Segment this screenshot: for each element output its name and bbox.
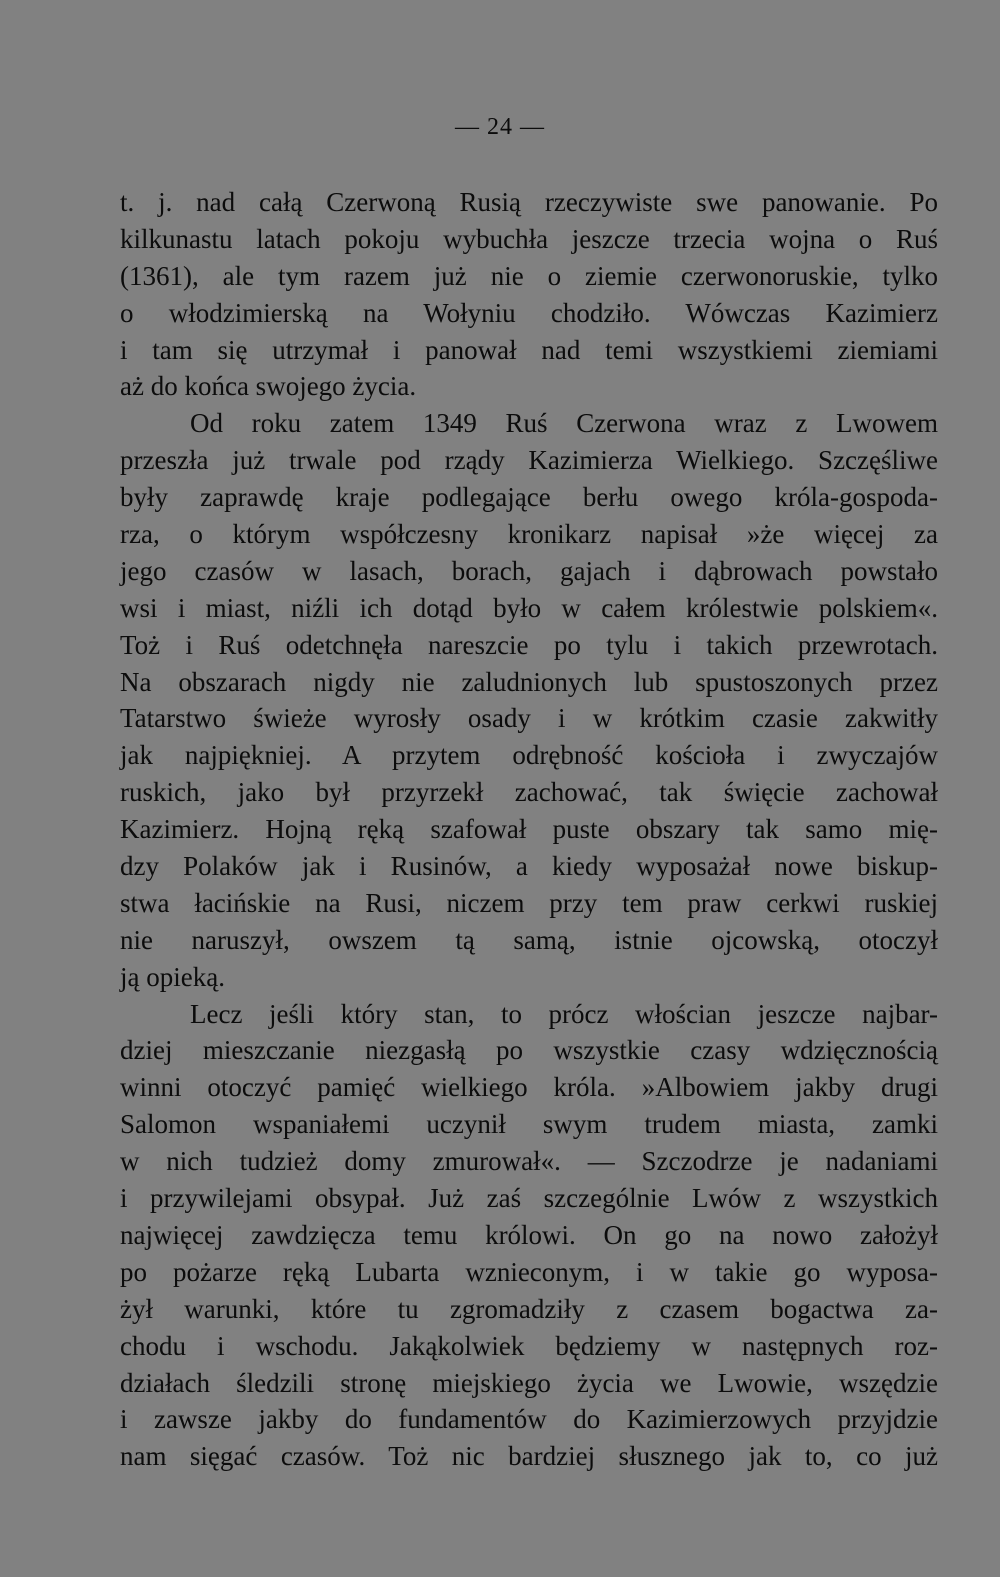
text-line: Tatarstwo świeże wyrosły osady i w krótkim czasie zakwitły (120, 703, 938, 734)
text-line: t. j. nad całą Czerwoną Rusią rzeczywiste swe panowanie. Po (120, 187, 938, 217)
text-line: rza, o którym współczesny kronikarz napisał »że więcej za (120, 519, 938, 550)
text-line: kilkunastu latach pokoju wybuchła jeszcze trzecia wojna o Ruś (120, 223, 938, 254)
text-line: chodu i wschodu. Jakąkolwiek będziemy w następnych roz- (120, 1330, 938, 1361)
text-line: stwa łacińskie na Rusi, niczem przy tem praw cerkwi ruskiej (120, 887, 938, 918)
text-line: i przywilejami obsypał. Już zaś szczególnie Lwów z wszystkich (120, 1183, 938, 1214)
text-line: nie naruszył, owszem tą samą, istnie ojcowską, otoczył (120, 924, 938, 955)
body-text (120, 184, 938, 1475)
text-line: wsi i miast, niźli ich dotąd było w całem królestwie polskiem«. (120, 592, 938, 623)
text-line: i zawsze jakby do fundamentów do Kazimierzowych przyjdzie (120, 1404, 938, 1435)
text-line: jego czasów w lasach, borach, gajach i dąbrowach powstało (120, 555, 938, 586)
text-line: Od roku zatem 1349 Ruś Czerwona wraz z Lwowem (190, 408, 938, 439)
text-line: Toż i Ruś odetchnęła nareszcie po tylu i takich przewrotach. (120, 629, 938, 660)
text-line: ruskich, jako był przyrzekł zachować, tak święcie zachował (120, 777, 938, 808)
text-line: dziej mieszczanie niezgasłą po wszystkie czasy wdzięcznością (120, 1035, 938, 1066)
text-line: jak najpiękniej. A przytem odrębność kościoła i zwyczajów (120, 740, 938, 771)
text-line: (1361), ale tym razem już nie o ziemie czerwonoruskie, tylko (120, 260, 938, 291)
text-line: Lecz jeśli który stan, to prócz włościan jeszcze najbar- (190, 998, 938, 1029)
text-line: aż do końca swojego życia. (120, 371, 417, 402)
text-line: winni otoczyć pamięć wielkiego króla. »Albowiem jakby drugi (120, 1072, 938, 1103)
text-line: Na obszarach nigdy nie zaludnionych lub spustoszonych przez (120, 666, 938, 697)
text-line: były zaprawdę kraje podlegające berłu owego króla-gospoda- (120, 482, 938, 513)
text-line: po pożarze ręką Lubarta wznieconym, i w takie go wyposa- (120, 1256, 938, 1287)
text-line: w nich tudzież domy zmurował«. — Szczodrze je nadaniami (120, 1146, 938, 1177)
text-line: żył warunki, które tu zgromadziły z czasem bogactwa za- (120, 1293, 938, 1324)
text-line: Kazimierz. Hojną ręką szafował puste obszary tak samo mię- (120, 814, 938, 845)
text-line: o włodzimierską na Wołyniu chodziło. Wówczas Kazimierz (120, 297, 938, 328)
page-number: — 24 — (455, 114, 545, 140)
text-line: dzy Polaków jak i Rusinów, a kiedy wyposażał nowe biskup- (120, 851, 938, 882)
text-line: przeszła już trwale pod rządy Kazimierza Wielkiego. Szczęśliwe (120, 445, 938, 476)
text-line: najwięcej zawdzięcza temu królowi. On go na nowo założył (120, 1219, 938, 1250)
text-line: i tam się utrzymał i panował nad temi wszystkiemi ziemiami (120, 334, 938, 365)
text-line: Salomon wspaniałemi uczynił swym trudem miasta, zamki (120, 1109, 938, 1140)
text-line: działach śledzili stronę miejskiego życia we Lwowie, wszędzie (120, 1367, 938, 1398)
text-line: nam sięgać czasów. Toż nic bardziej słusznego jak to, co już (120, 1441, 938, 1472)
text-line: ją opieką. (120, 961, 225, 992)
